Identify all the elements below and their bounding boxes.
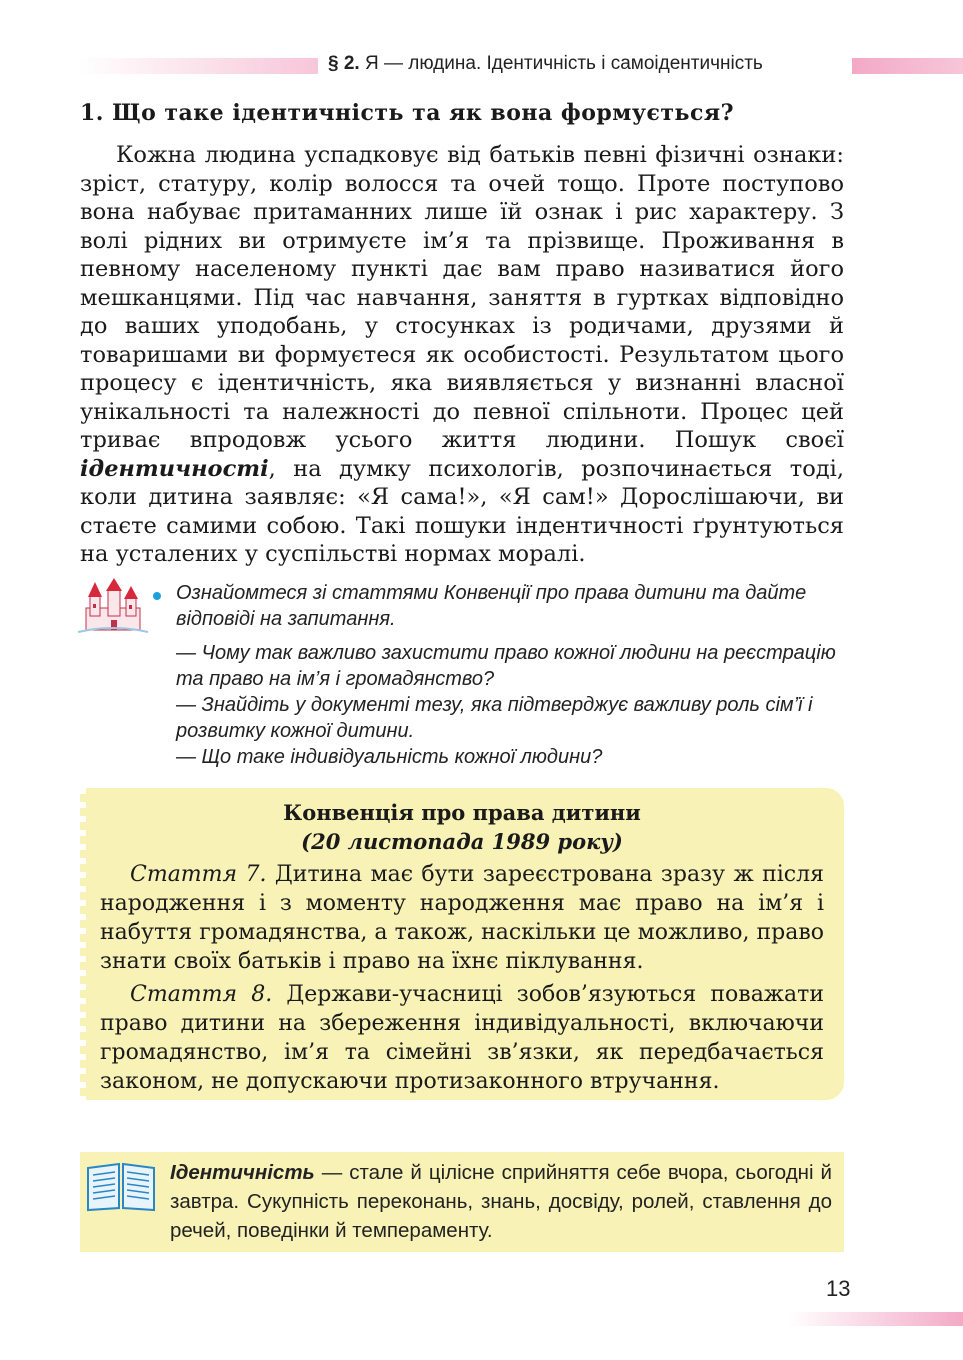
running-head	[328, 53, 763, 75]
definition-term: Ідентичність	[170, 1161, 315, 1184]
task-block	[176, 580, 844, 770]
footer-decor-bar	[788, 1312, 963, 1326]
paragraph-part-1: Кожна людина успадковує від батьків певні фізичні ознаки: зріст, статуру, колір волосся та очей тощо. Проте поступово вона набуває притаманних лише їй ознак і рис характеру. З волі рідних ви отримуєте ім’я та прізвище. Проживання в певному населеному пункті дає вам право називатися його мешканцями. Під час навчання, заняття в гуртках відповідно до ваших уподобань, у стосунках із родичами, друзями й товаришами ви формуєтеся як особистості. Результатом цього процесу є ідентичність, яка виявляється у визнанні власної унікальності та належності до певної спільноти. Процес цей триває впродовж усього життя людини. Пошук своєї	[80, 142, 844, 453]
bullet-dot	[153, 592, 161, 600]
running-head-title: Я — людина. Ідентичність і самоідентичність	[364, 53, 763, 74]
article-8-text: Держави-учасниці зобов’язуються поважати право дитини на збереження індивідуальності, включаючи громадянство, ім’я та сімейні зв’язки, як передбачається законом, не допускаючи протизаконного втручання.	[100, 982, 824, 1094]
task-question-1: — Чому так важливо захистити право кожної людини на реєстрацію та право на ім’я і громадянство?	[176, 642, 836, 690]
paragraph-part-2: , на думку психологів, розпочинається тоді, коли дитина заявляє: «Я сама!», «Я сам!» Дорослішаючи, ви стаєте самими собою. Такі пошуки індентичності ґрунтуються на усталених у суспільстві нормах моралі.	[80, 455, 844, 567]
main-paragraph	[80, 141, 844, 569]
castle-icon	[78, 578, 148, 634]
definition-text	[170, 1158, 832, 1245]
article-7-label: Стаття 7.	[130, 862, 267, 887]
article-8-label: Стаття 8.	[130, 982, 273, 1007]
article-7-text: Дитина має бути зареєстрована зразу ж після народження і з моменту народження має право на ім’я і набуття громадянства, а також, наскільки це можливо, право знати своїх батьків і право на їхнє піклування.	[100, 862, 824, 974]
book-icon	[86, 1160, 156, 1212]
convention-articles	[100, 860, 824, 1100]
article-8	[100, 980, 824, 1096]
section-mark: § 2.	[328, 53, 360, 74]
convention-name: Конвенція про права дитини	[283, 800, 641, 825]
header-decor-bar-left	[78, 58, 318, 74]
convention-title	[80, 798, 844, 856]
page-number: 13	[826, 1276, 851, 1301]
task-question-3: — Що таке індивідуальність кожної людини?	[176, 746, 603, 768]
article-7	[100, 860, 824, 976]
definition-body: — стале й цілісне сприйняття себе вчора, сьогодні й завтра. Сукупність переконань, знань, досвіду, ролей, ставлення до речей, поведінки й темпераменту.	[170, 1161, 832, 1242]
task-question-2: — Знайдіть у документі тезу, яка підтверджує важливу роль сім’ї і розвитку кожної дитини.	[176, 694, 813, 742]
section-heading: 1. Що таке ідентичність та як вона формується?	[80, 100, 734, 126]
convention-date: (20 листопада 1989 року)	[301, 829, 623, 854]
header-decor-bar-right	[852, 58, 963, 74]
emphasis-term: ідентичності	[80, 455, 269, 482]
task-intro: Ознайомтеся зі статтями Конвенції про права дитини та дайте відповіді на запитання.	[176, 582, 807, 630]
